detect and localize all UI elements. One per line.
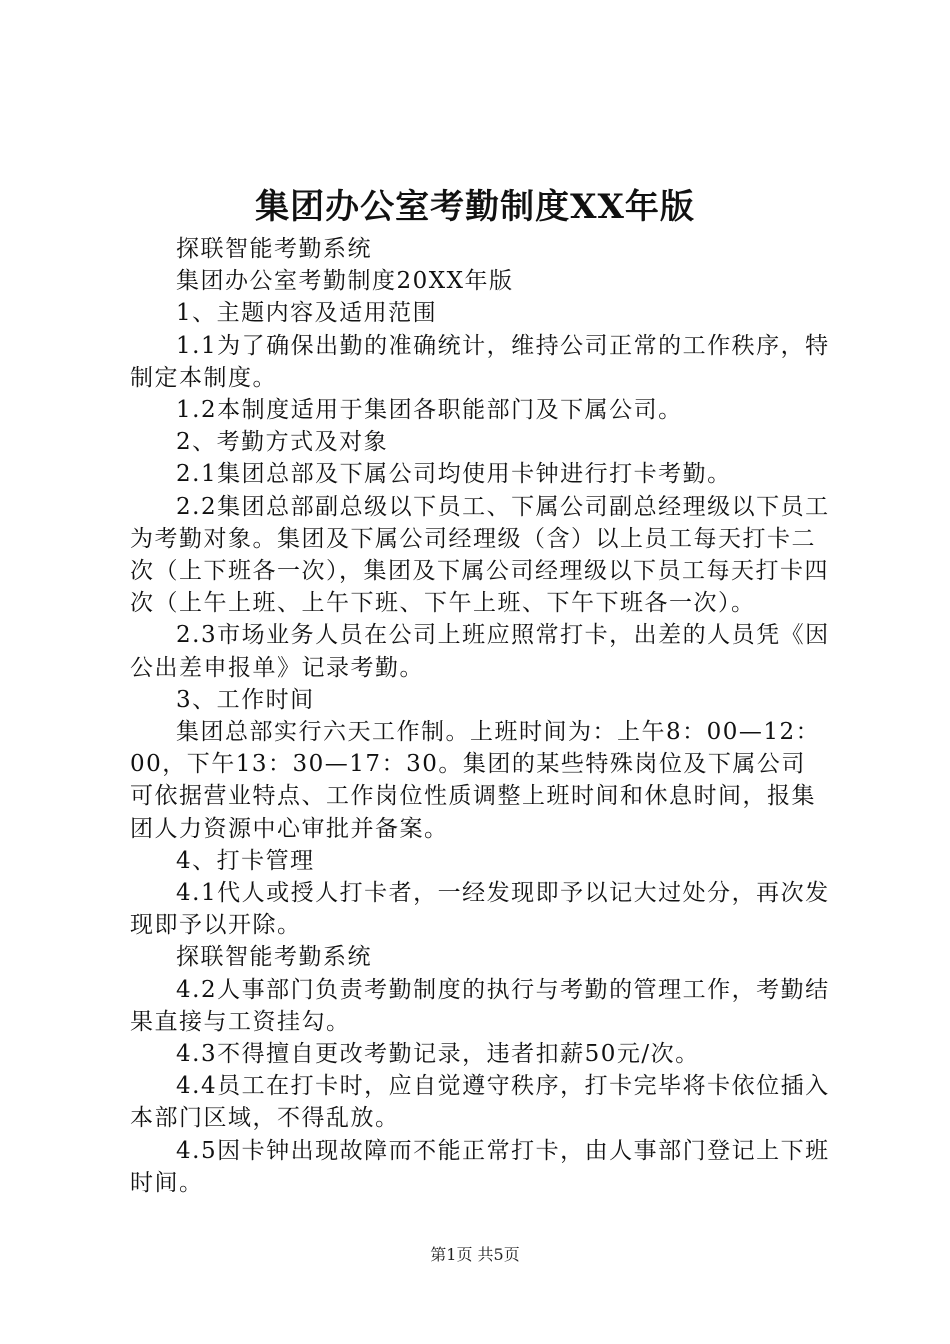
paragraph: 4.4员工在打卡时，应自觉遵守秩序，打卡完毕将卡依位插入本部门区域，不得乱放。 (130, 1073, 830, 1132)
document-title: 集团办公室考勤制度XX年版 (255, 187, 695, 227)
page-footer: 第1页 共5页 (430, 1245, 520, 1264)
paragraph: 集团办公室考勤制度20XX年版 (176, 268, 514, 295)
paragraph: 2.1集团总部及下属公司均使用卡钟进行打卡考勤。 (176, 461, 732, 488)
paragraph: 1.2本制度适用于集团各职能部门及下属公司。 (176, 397, 683, 424)
paragraph: 4.2人事部门负责考勤制度的执行与考勤的管理工作，考勤结果直接与工资挂勾。 (130, 976, 830, 1035)
paragraph: 4.5因卡钟出现故障而不能正常打卡，由人事部门登记上下班时间。 (130, 1137, 830, 1196)
paragraph: 集团总部实行六天工作制。上班时间为：上午8：00—12：00，下午13：30—17：30。集团的某些特殊岗位及下属公司可依据营业特点、工作岗位性质调整上班时间和休息时间，报集团人力资源中心审批并备案。 (130, 719, 821, 842)
paragraph: 4、打卡管理 (176, 847, 315, 874)
paragraph: 2.2集团总部副总级以下员工、下属公司副总经理级以下员工为考勤对象。集团及下属公司经理级（含）以上员工每天打卡二次（上下班各一次），集团及下属公司经理级以下员工每天打卡四次（上午上班、上午下班、下午上班、下午下班各一次）。 (130, 493, 830, 617)
paragraph: 4.3不得擅自更改考勤记录，违者扣薪50元/次。 (176, 1041, 700, 1068)
paragraph: 1、主题内容及适用范围 (176, 300, 438, 327)
paragraph: 2、考勤方式及对象 (176, 429, 389, 456)
paragraph: 2.3市场业务人员在公司上班应照常打卡，出差的人员凭《因公出差申报单》记录考勤。 (130, 622, 830, 681)
paragraph: 1.1为了确保出勤的准确统计，维持公司正常的工作秩序，特制定本制度。 (130, 332, 830, 391)
paragraph: 3、工作时间 (176, 686, 315, 713)
paragraph: 探联智能考勤系统 (176, 236, 372, 262)
paragraph: 探联智能考勤系统 (176, 944, 372, 971)
paragraph: 4.1代人或授人打卡者，一经发现即予以记大过处分，再次发现即予以开除。 (130, 880, 830, 939)
document-body (130, 233, 830, 1199)
